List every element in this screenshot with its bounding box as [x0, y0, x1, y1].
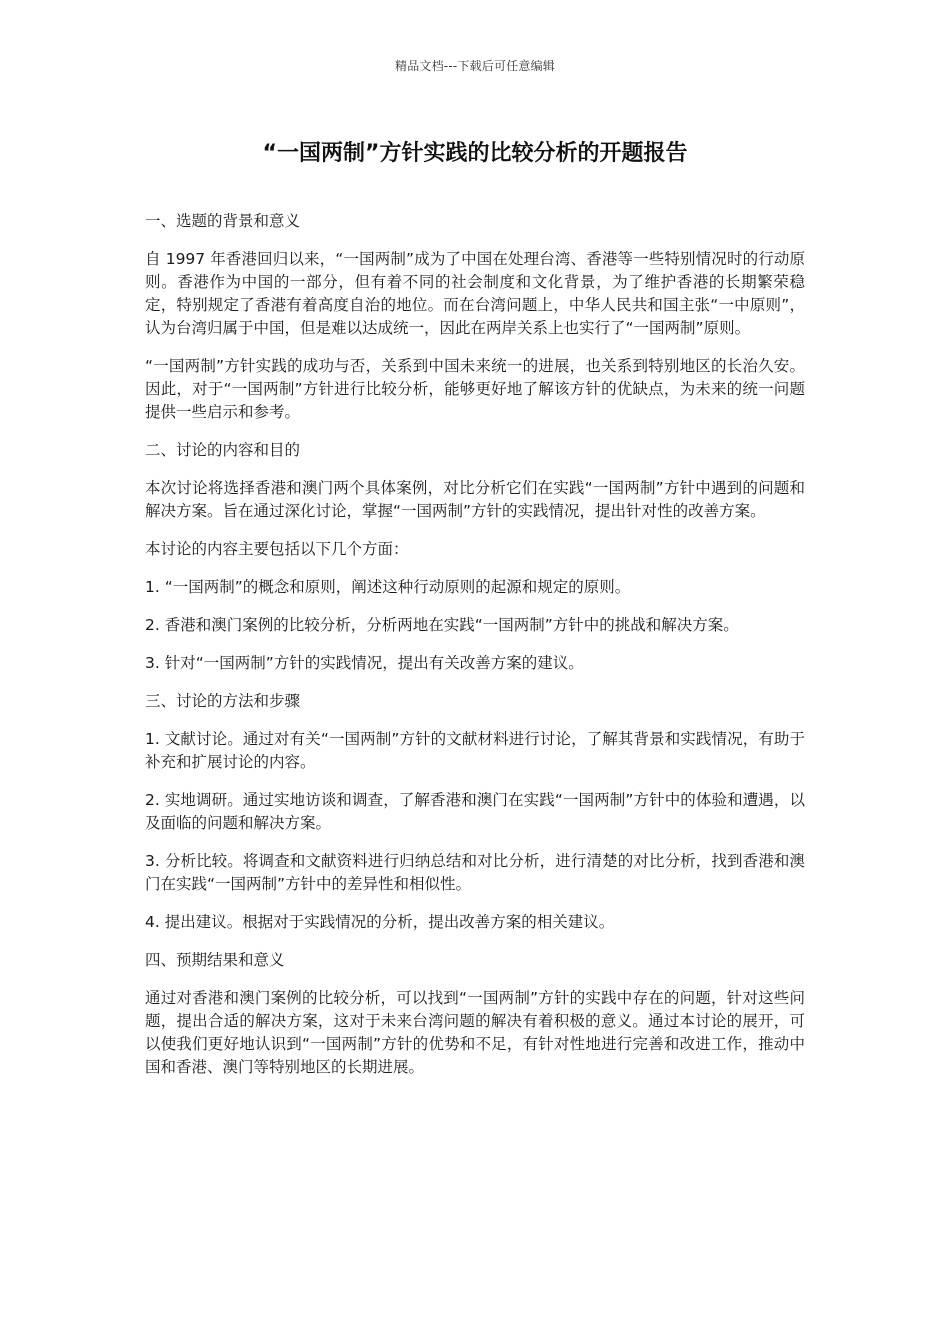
list-item: 1. 文献讨论。通过对有关“一国两制”方针的文献材料进行讨论，了解其背景和实践情况，有助于补充和扩展讨论的内容。 [145, 730, 805, 771]
section-heading: 三、讨论的方法和步骤 [145, 692, 301, 710]
paragraph: 通过对香港和澳门案例的比较分析，可以找到“一国两制”方针的实践中存在的问题，针对这些问题，提出合适的解决方案，这对于未来台湾问题的解决有着积极的意义。通过本讨论的展开，可以使我们更好地认识到“一国两制”方针的优势和不足，有针对性地进行完善和改进工作，推动中国和香港、澳门等特别地区的长期进展。 [145, 989, 805, 1076]
list-item: 2. 香港和澳门案例的比较分析，分析两地在实践“一国两制”方针中的挑战和解决方案。 [145, 616, 739, 634]
section-heading: 四、预期结果和意义 [145, 951, 285, 969]
list-item: 2. 实地调研。通过实地访谈和调查，了解香港和澳门在实践“一国两制”方针中的体验和遭遇，以及面临的问题和解决方案。 [145, 791, 805, 832]
paragraph: 自 1997 年香港回归以来，“一国两制”成为了中国在处理台湾、香港等一些特别情况时的行动原则。香港作为中国的一部分，但有着不同的社会制度和文化背景，为了维护香港的长期繁荣稳定，特别规定了香港有着高度自治的地位。而在台湾问题上，中华人民共和国主张“一中原则”，认为台湾归属于中国，但是难以达成统一，因此在两岸关系上也实行了“一国两制”原则。 [145, 250, 805, 337]
paragraph: “一国两制”方针实践的成功与否，关系到中国未来统一的进展，也关系到特别地区的长治久安。因此，对于“一国两制”方针进行比较分析，能够更好地了解该方针的优缺点，为未来的统一问题提供一些启示和参考。 [145, 357, 805, 421]
document-title: “一国两制”方针实践的比较分析的开题报告 [262, 141, 688, 166]
header-note: 精品文档---下载后可任意编辑 [395, 59, 555, 73]
list-item: 4. 提出建议。根据对于实践情况的分析，提出改善方案的相关建议。 [145, 913, 615, 931]
list-item: 1. “一国两制”的概念和原则，阐述这种行动原则的起源和规定的原则。 [145, 578, 631, 596]
document-body [145, 210, 805, 1094]
list-item: 3. 针对“一国两制”方针的实践情况，提出有关改善方案的建议。 [145, 654, 584, 672]
section-heading: 二、讨论的内容和目的 [145, 441, 301, 459]
paragraph: 本讨论的内容主要包括以下几个方面： [145, 540, 409, 558]
paragraph: 本次讨论将选择香港和澳门两个具体案例，对比分析它们在实践“一国两制”方针中遇到的问题和解决方案。旨在通过深化讨论，掌握“一国两制”方针的实践情况，提出针对性的改善方案。 [145, 479, 805, 520]
section-heading: 一、选题的背景和意义 [145, 212, 301, 230]
list-item: 3. 分析比较。将调查和文献资料进行归纳总结和对比分析，进行清楚的对比分析，找到香港和澳门在实践“一国两制”方针中的差异性和相似性。 [145, 852, 805, 893]
